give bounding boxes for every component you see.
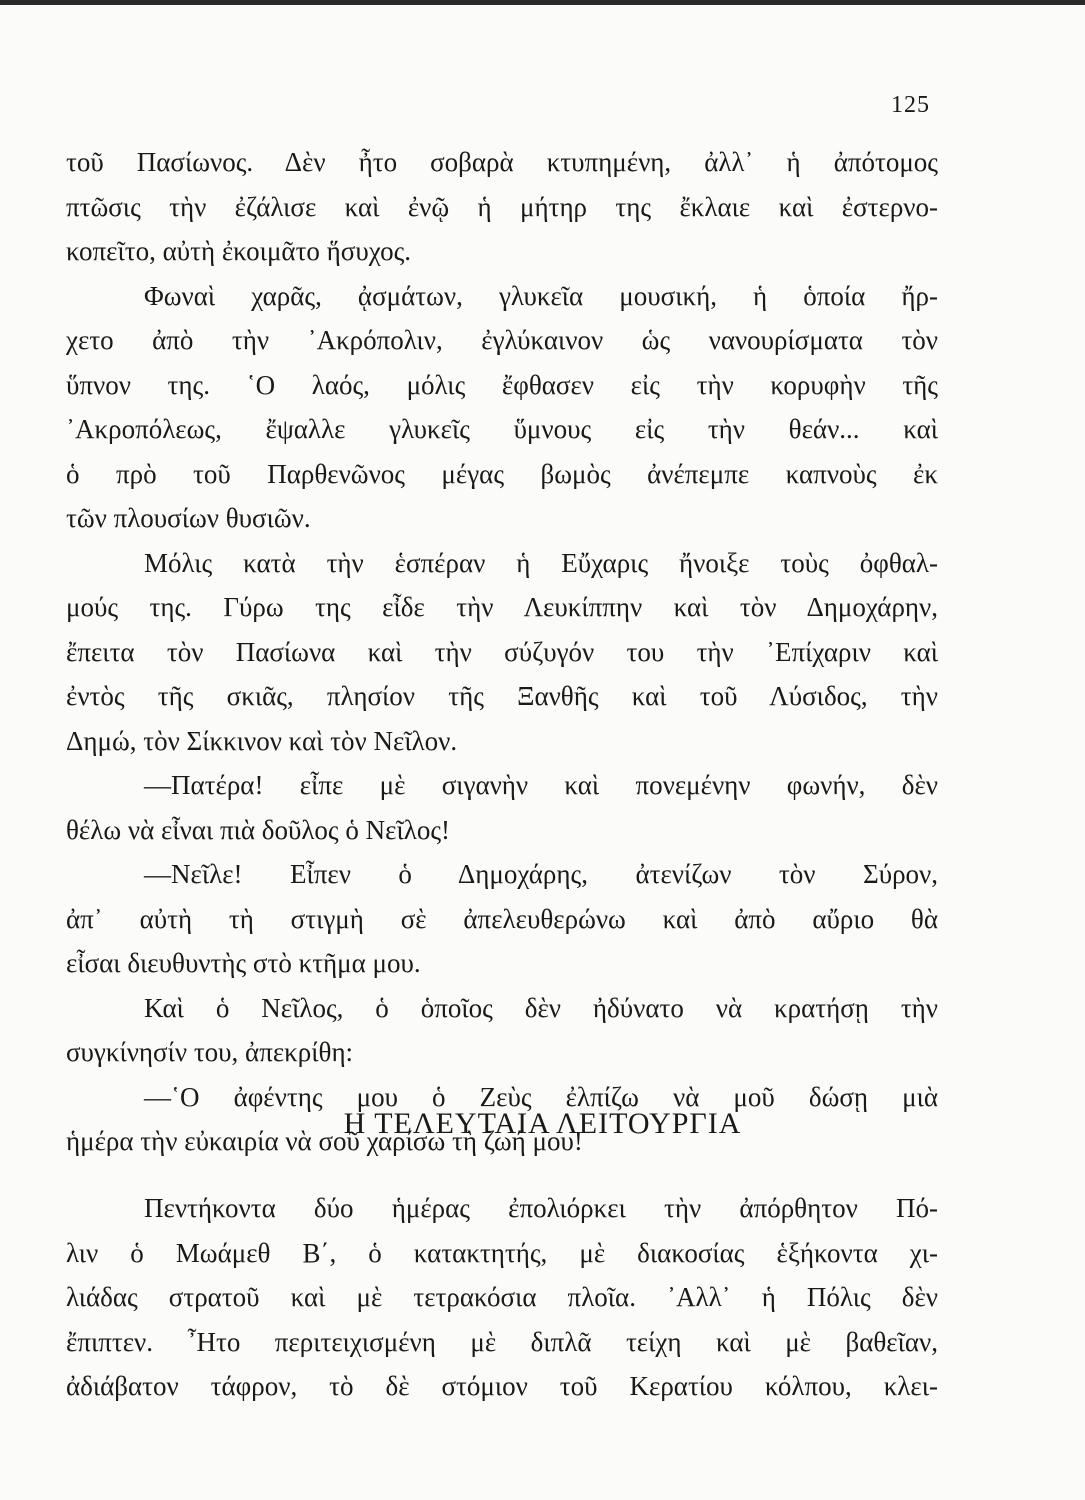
text-line: χετο ἀπὸ τὴν ᾽Ακρόπολιν, ἐγλύκαινον ὡς νανουρίσματα τὸν: [66, 325, 938, 355]
text-line: ἀδιάβατον τάφρον, τὸ δὲ στόμιον τοῦ Κερατίου κόλπου, κλει-: [66, 1371, 938, 1401]
section-text: [66, 1186, 938, 1409]
text-line: λιν ὁ Μωάμεθ Β΄, ὁ κατακτητής, μὲ διακοσίας ἑξήκοντα χι-: [66, 1237, 938, 1268]
text-line: Μόλις κατὰ τὴν ἑσπέραν ἡ Εὔχαρις ἤνοιξε τοὺς ὀφθαλ-: [144, 547, 938, 578]
text-line: ἀπ᾽ αὐτὴ τὴ στιγμὴ σὲ ἀπελευθερώνω καὶ ἀπὸ αὔριο θὰ: [66, 903, 938, 934]
text-line: συγκίνησίν του, ἀπεκρίθη:: [66, 1037, 354, 1067]
text-line: λιάδας στρατοῦ καὶ μὲ τετρακόσια πλοῖα. ᾽Αλλ᾽ ἡ Πόλις δὲν: [66, 1282, 938, 1312]
text-line: ἔπιπτεν. ῏Ητο περιτειχισμένη μὲ διπλᾶ τείχη καὶ μὲ βαθεῖαν,: [66, 1326, 938, 1357]
text-line: τοῦ Πασίωνος. Δὲν ἦτο σοβαρὰ κτυπημένη, ἀλλ᾽ ἡ ἀπότομος: [66, 147, 938, 177]
text-line: Πεντήκοντα δύο ἡμέρας ἐπολιόρκει τὴν ἀπόρθητον Πό-: [144, 1193, 938, 1223]
text-line: ᾽Ακροπόλεως, ἔψαλλε γλυκεῖς ὕμνους εἰς τὴν θεάν... καὶ: [66, 414, 938, 444]
body-text: [66, 140, 938, 1164]
text-line: θέλω νὰ εἶναι πιὰ δοῦλος ὁ Νεῖλος!: [66, 814, 450, 845]
text-line: ὁ πρὸ τοῦ Παρθενῶνος μέγας βωμὸς ἀνέπεμπε καπνοὺς ἐκ: [66, 458, 938, 489]
text-line: ὕπνον της. ῾Ο λαός, μόλις ἔφθασεν εἰς τὴν κορυφὴν τῆς: [66, 369, 938, 400]
text-line: πτῶσις τὴν ἐζάλισε καὶ ἐνῷ ἡ μήτηρ της ἔκλαιε καὶ ἐστερνο-: [66, 191, 938, 222]
text-line: Καὶ ὁ Νεῖλος, ὁ ὁποῖος δὲν ἠδύνατο νὰ κρατήσῃ τὴν: [144, 992, 938, 1023]
text-line: Δημώ, τὸν Σίκκινον καὶ τὸν Νεῖλον.: [66, 725, 458, 756]
text-line: ἡμέρα τὴν εὐκαιρία νὰ σοῦ χαρίσω τὴ ζωή μου!: [66, 1126, 583, 1156]
text-line: —Νεῖλε! Εἶπεν ὁ Δημοχάρης, ἀτενίζων τὸν Σύρον,: [144, 859, 938, 889]
text-line: μούς της. Γύρω της εἶδε τὴν Λευκίππην καὶ τὸν Δημοχάρην,: [66, 592, 938, 622]
text-line: ἐντὸς τῆς σκιᾶς, πλησίον τῆς Ξανθῆς καὶ τοῦ Λύσιδος, τὴν: [66, 681, 938, 711]
text-line: τῶν πλουσίων θυσιῶν.: [66, 503, 311, 533]
text-line: εἶσαι διευθυντὴς στὸ κτῆμα μου.: [66, 948, 421, 978]
page-number: 125: [891, 92, 930, 118]
text-line: —῾Ο ἀφέντης μου ὁ Ζεὺς ἐλπίζω νὰ μοῦ δώσῃ μιὰ: [144, 1081, 938, 1112]
text-line: ἔπειτα τὸν Πασίωνα καὶ τὴν σύζυγόν του τὴν ᾽Επίχαριν καὶ: [66, 636, 938, 667]
page-top-edge: [0, 0, 1085, 5]
section-heading: Η ΤΕΛΕΥΤΑΙΑ ΛΕΙΤΟΥΡΓΙΑ: [343, 1107, 742, 1140]
text-line: Φωναὶ χαρᾶς, ᾀσμάτων, γλυκεῖα μουσική, ἡ ὁποία ἤρ-: [144, 280, 938, 311]
text-line: —Πατέρα! εἶπε μὲ σιγανὴν καὶ πονεμένην φωνήν, δὲν: [144, 770, 938, 800]
text-line: κοπεῖτο, αὐτὴ ἐκοιμᾶτο ἥσυχος.: [66, 236, 412, 266]
